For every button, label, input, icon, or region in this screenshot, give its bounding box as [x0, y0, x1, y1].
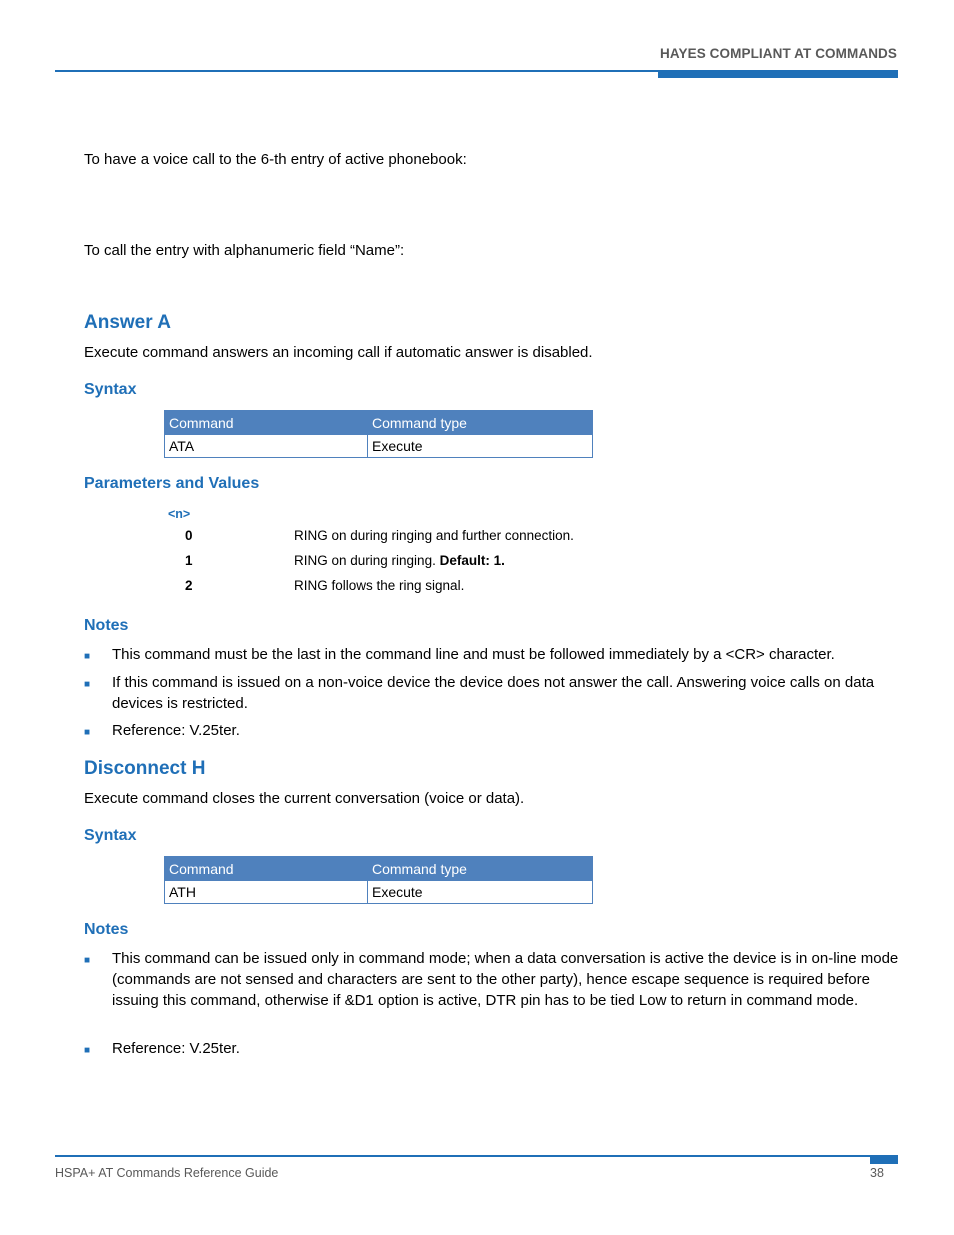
table-row	[165, 435, 593, 458]
param-value: 0	[185, 528, 193, 543]
param-description: RING on during ringing. Default: 1.	[294, 553, 505, 568]
table-header-command: Command	[165, 411, 368, 435]
header-accent-block	[658, 70, 898, 78]
answer-notes-heading: Notes	[84, 617, 129, 634]
disconnect-syntax-table	[164, 856, 593, 904]
table-header-command-type: Command type	[368, 411, 593, 435]
header-rule	[55, 70, 658, 72]
answer-syntax-table	[164, 410, 593, 458]
square-bullet-icon: ■	[84, 1045, 91, 1056]
square-bullet-icon: ■	[84, 727, 91, 738]
table-header-command: Command	[165, 857, 368, 881]
square-bullet-icon: ■	[84, 955, 91, 966]
disconnect-notes-heading: Notes	[84, 921, 129, 938]
intro-text-1: To have a voice call to the 6-th entry of active phonebook:	[84, 151, 467, 168]
note-item: This command can be issued only in command mode; when a data conversation is active the device is in on-line mode (commands are not sensed and characters are sent to the other party), hence escape sequence is required before issuing this command, otherwise if &D1 option is active, DTR pin has to be tied Low to return in command mode.	[112, 950, 899, 1009]
page-number: 38	[870, 1166, 884, 1180]
note-item: This command must be the last in the command line and must be followed immediately by a <CR> character.	[112, 646, 835, 663]
running-header-title: HAYES COMPLIANT AT COMMANDS	[660, 46, 897, 61]
table-header-command-type: Command type	[368, 857, 593, 881]
intro-text-2: To call the entry with alphanumeric field “Name”:	[84, 242, 405, 259]
answer-description: Execute command answers an incoming call if automatic answer is disabled.	[84, 344, 593, 361]
table-cell-command-type: Execute	[368, 881, 593, 904]
footer-rule	[55, 1155, 870, 1157]
note-item: If this command is issued on a non-voice device the device does not answer the call. Answering voice calls on data devices is restricted.	[112, 674, 875, 712]
param-value: 2	[185, 578, 193, 593]
table-header-row	[165, 857, 593, 881]
disconnect-heading: Disconnect H	[84, 758, 206, 779]
answer-syntax-heading: Syntax	[84, 381, 137, 398]
table-header-row	[165, 411, 593, 435]
table-cell-command-type: Execute	[368, 435, 593, 458]
answer-params-heading: Parameters and Values	[84, 475, 260, 492]
footer-accent-block	[870, 1155, 898, 1164]
table-cell-command: ATH	[165, 881, 368, 904]
param-default: Default: 1.	[439, 553, 505, 568]
square-bullet-icon: ■	[84, 651, 91, 662]
param-value: 1	[185, 553, 193, 568]
disconnect-syntax-heading: Syntax	[84, 827, 137, 844]
disconnect-description: Execute command closes the current conversation (voice or data).	[84, 790, 525, 807]
note-item: Reference: V.25ter.	[112, 722, 240, 739]
param-description: RING on during ringing and further connection.	[294, 528, 574, 543]
footer-document-title: HSPA+ AT Commands Reference Guide	[55, 1166, 279, 1180]
param-description: RING follows the ring signal.	[294, 578, 465, 593]
param-name: <n>	[168, 507, 191, 521]
square-bullet-icon: ■	[84, 679, 91, 690]
note-item: Reference: V.25ter.	[112, 1040, 240, 1057]
answer-heading: Answer A	[84, 312, 171, 333]
table-cell-command: ATA	[165, 435, 368, 458]
table-row	[165, 881, 593, 904]
